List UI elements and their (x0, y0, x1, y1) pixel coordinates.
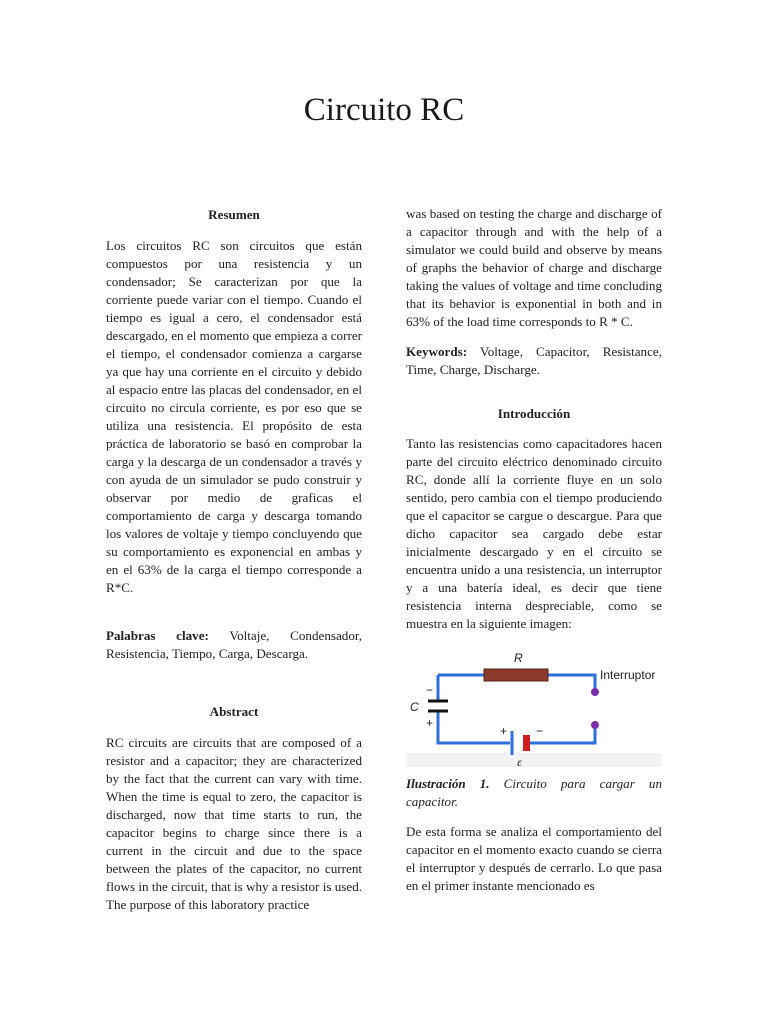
introduccion-body-after: De esta forma se analiza el comportamiento del capacitor en el momento exacto cuando se cierra el interruptor y después de cerrarlo. Lo que pasa en el primer instante mencionado es (406, 824, 662, 893)
battery-plate-short (523, 735, 530, 751)
left-column (106, 206, 362, 914)
keywords (406, 343, 662, 379)
figure-caption-text: Circuito para cargar un capacitor. (406, 776, 662, 809)
label-cap-plus: + (426, 716, 434, 730)
page-title: Circuito RC (303, 92, 465, 128)
rc-circuit-diagram (406, 647, 662, 767)
label-bat-plus: + (500, 724, 508, 738)
palabras-clave-text: Voltaje, Condensador, Resistencia, Tiempo, Carga, Descarga. (106, 628, 362, 661)
resistor (484, 669, 548, 681)
keywords-label: Keywords: (406, 344, 468, 359)
introduccion-body: Tanto las resistencias como capacitadores hacen parte del circuito eléctrico denominado circuito RC, donde allí la corriente fluye en un solo sentido, pero cambia con el tiempo produciendo que el capacitor se cargue o descargue. Para que dicho capacitor sea cargado debe estar inicialmente descargado y en el circuito se encuentra unido a una resistencia, un interruptor y a una batería ideal, es decir que tiene resistencia interna despreciable, como se muestra en la siguiente imagen: (406, 436, 662, 631)
palabras-clave-label: Palabras clave: (106, 628, 209, 643)
keywords-text: Voltage, Capacitor, Resistance, Time, Charge, Discharge. (406, 344, 662, 377)
label-interruptor: Interruptor (600, 668, 656, 682)
switch-contact-bottom (591, 721, 599, 729)
resumen-body: Los circuitos RC son circuitos que están compuestos por una resistencia y un condensador; Se caracterizan por que la corriente puede variar con el tiempo. Cuando el tiempo es igual a cero, el condensador está descargado, en el momento que empieza a correr el tiempo, el condensador comienza a cargarse ya que hay una corriente en el circuito y debido al espacio entre las placas del condensador, en el circuito no circula corriente, es por eso que se utiliza una resistencia. El propósito de esta práctica de laboratorio se basó en comprobar la carga y la descarga de un condensador a través y con ayuda de un simulador se pudo construir y observar por medio de graficas el comportamiento de carga y descarga tomando los valores de voltaje y tiempo concluyendo que su comportamiento es exponencial en ambas y en el 63% de la carga el tiempo corresponde a R*C. (106, 238, 362, 595)
abstract-body-part1: RC circuits are circuits that are composed of a resistor and a capacitor; they are characterized by the fact that the current can vary with time. When the time is equal to zero, the capacitor is discharged, now that time starts to run, the capacitor begins to charge since there is a current in the circuit and due to the space between the plates of the capacitor, no current flows in the circuit, that is why a resistor is used. The purpose of this laboratory practice (106, 735, 363, 912)
label-c: C (410, 700, 419, 714)
palabras-clave (106, 627, 362, 663)
circuit-figure (406, 647, 662, 767)
introduccion-heading: Introducción (497, 406, 571, 421)
label-cap-minus: − (426, 683, 434, 697)
figure-caption (406, 775, 662, 811)
abstract-body-part2: was based on testing the charge and discharge of a capacitor through and with the help of a simulator we could build and observe by means of graphs the behavior of charge and discharge taking the values of voltage and time concluding that its behavior is exponential in both and in 63% of the load time corresponds to R * C. (406, 206, 662, 329)
label-emf: ε (517, 755, 522, 767)
figure-footer-strip (406, 753, 662, 767)
label-bat-minus: − (536, 724, 544, 738)
resumen-heading: Resumen (208, 207, 260, 222)
abstract-heading: Abstract (209, 704, 259, 719)
right-column (406, 205, 662, 895)
figure-caption-number: Ilustración 1. (406, 776, 490, 791)
label-r: R (514, 651, 523, 665)
switch-contact-top (591, 688, 599, 696)
